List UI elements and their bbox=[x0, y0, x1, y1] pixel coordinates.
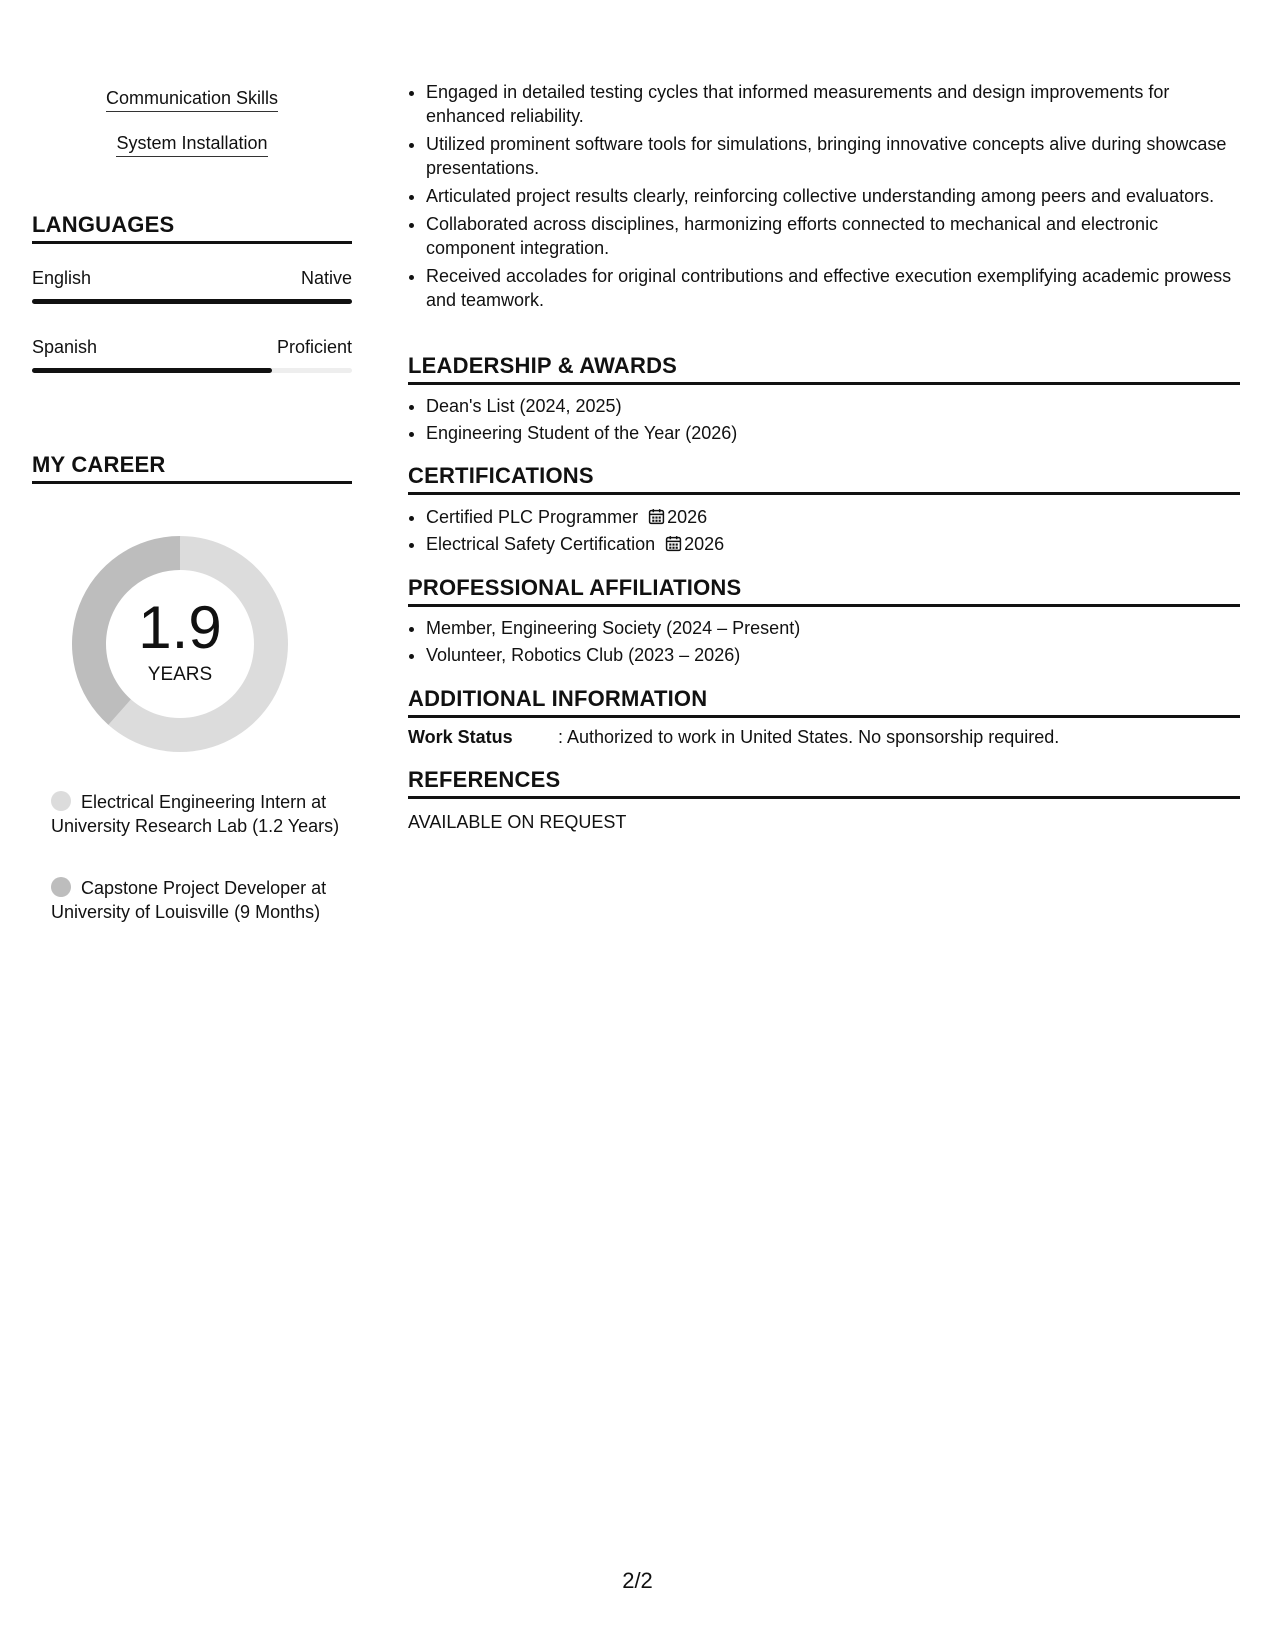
language-name: Spanish bbox=[32, 337, 98, 357]
language-level: Proficient bbox=[276, 337, 352, 357]
affiliations-heading: PROFESSIONAL AFFILIATIONS bbox=[408, 575, 1240, 607]
list-item bbox=[426, 505, 1240, 529]
references-heading: REFERENCES bbox=[408, 767, 1240, 799]
list-item: • Utilized prominent software tools for simulations, bringing innovative concepts alive during showcase presentations. bbox=[426, 132, 1240, 180]
career-total-value: 1.9 bbox=[138, 594, 222, 661]
language-row bbox=[32, 268, 352, 289]
list-item: • Collaborated across disciplines, harmonizing efforts connected to mechanical and electronic component integration. bbox=[426, 212, 1240, 260]
list-item: • Member, Engineering Society (2024 – Present) bbox=[426, 616, 1240, 640]
work-status-label: Work Status bbox=[408, 727, 513, 747]
list-item: • Received accolades for original contributions and effective execution exemplifying academic prowess and teamwork. bbox=[426, 264, 1240, 312]
leadership-heading: LEADERSHIP & AWARDS bbox=[408, 353, 1240, 385]
additional-info-heading: ADDITIONAL INFORMATION bbox=[408, 686, 1240, 718]
work-status-row bbox=[408, 727, 1240, 748]
calendar-icon bbox=[648, 508, 665, 525]
list-item: • Volunteer, Robotics Club (2023 – 2026) bbox=[426, 643, 1240, 667]
career-legend-item bbox=[51, 876, 341, 924]
skill-tag bbox=[32, 88, 352, 112]
affiliations-list bbox=[408, 616, 1240, 667]
list-item bbox=[426, 532, 1240, 556]
legend-dot bbox=[51, 877, 71, 897]
skill-tag-label: System Installation bbox=[116, 133, 267, 157]
career-legend-label: Capstone Project Developer at University of Louisville (9 Months) bbox=[51, 878, 327, 922]
leadership-list bbox=[408, 394, 1240, 445]
career-heading: MY CAREER bbox=[32, 452, 352, 484]
language-bar bbox=[32, 299, 352, 304]
certification-name: Certified PLC Programmer bbox=[426, 507, 639, 527]
skill-tag-label: Communication Skills bbox=[106, 88, 278, 112]
career-legend-item bbox=[51, 790, 341, 838]
career-donut-center bbox=[66, 530, 294, 758]
career-legend-label: Electrical Engineering Intern at University Research Lab (1.2 Years) bbox=[51, 792, 340, 836]
skill-tag bbox=[32, 133, 352, 157]
certifications-heading: CERTIFICATIONS bbox=[408, 463, 1240, 495]
experience-bullets bbox=[408, 80, 1240, 312]
references-text: AVAILABLE ON REQUEST bbox=[408, 812, 627, 832]
certification-name: Electrical Safety Certification bbox=[426, 534, 656, 554]
list-item: • Articulated project results clearly, reinforcing collective understanding among peers and evaluators. bbox=[426, 184, 1240, 208]
certification-year: 2026 bbox=[667, 507, 708, 527]
legend-dot bbox=[51, 791, 71, 811]
career-total-unit: YEARS bbox=[147, 664, 213, 685]
calendar-icon bbox=[665, 535, 682, 552]
language-row bbox=[32, 337, 352, 358]
page-number: 2/2 bbox=[622, 1568, 653, 1593]
language-bar-fill bbox=[32, 299, 352, 304]
language-bar-fill bbox=[32, 368, 272, 373]
language-bar bbox=[32, 368, 352, 373]
list-item: • Engaged in detailed testing cycles that informed measurements and design improvements for enhanced reliability. bbox=[426, 80, 1240, 128]
certifications-list bbox=[408, 505, 1240, 556]
languages-heading: LANGUAGES bbox=[32, 212, 352, 244]
language-level: Native bbox=[300, 268, 352, 288]
list-item: • Dean's List (2024, 2025) bbox=[426, 394, 1240, 418]
certification-year: 2026 bbox=[684, 534, 725, 554]
work-status-value: : Authorized to work in United States. No sponsorship required. bbox=[558, 727, 1060, 747]
list-item: • Engineering Student of the Year (2026) bbox=[426, 421, 1240, 445]
language-name: English bbox=[32, 268, 92, 288]
